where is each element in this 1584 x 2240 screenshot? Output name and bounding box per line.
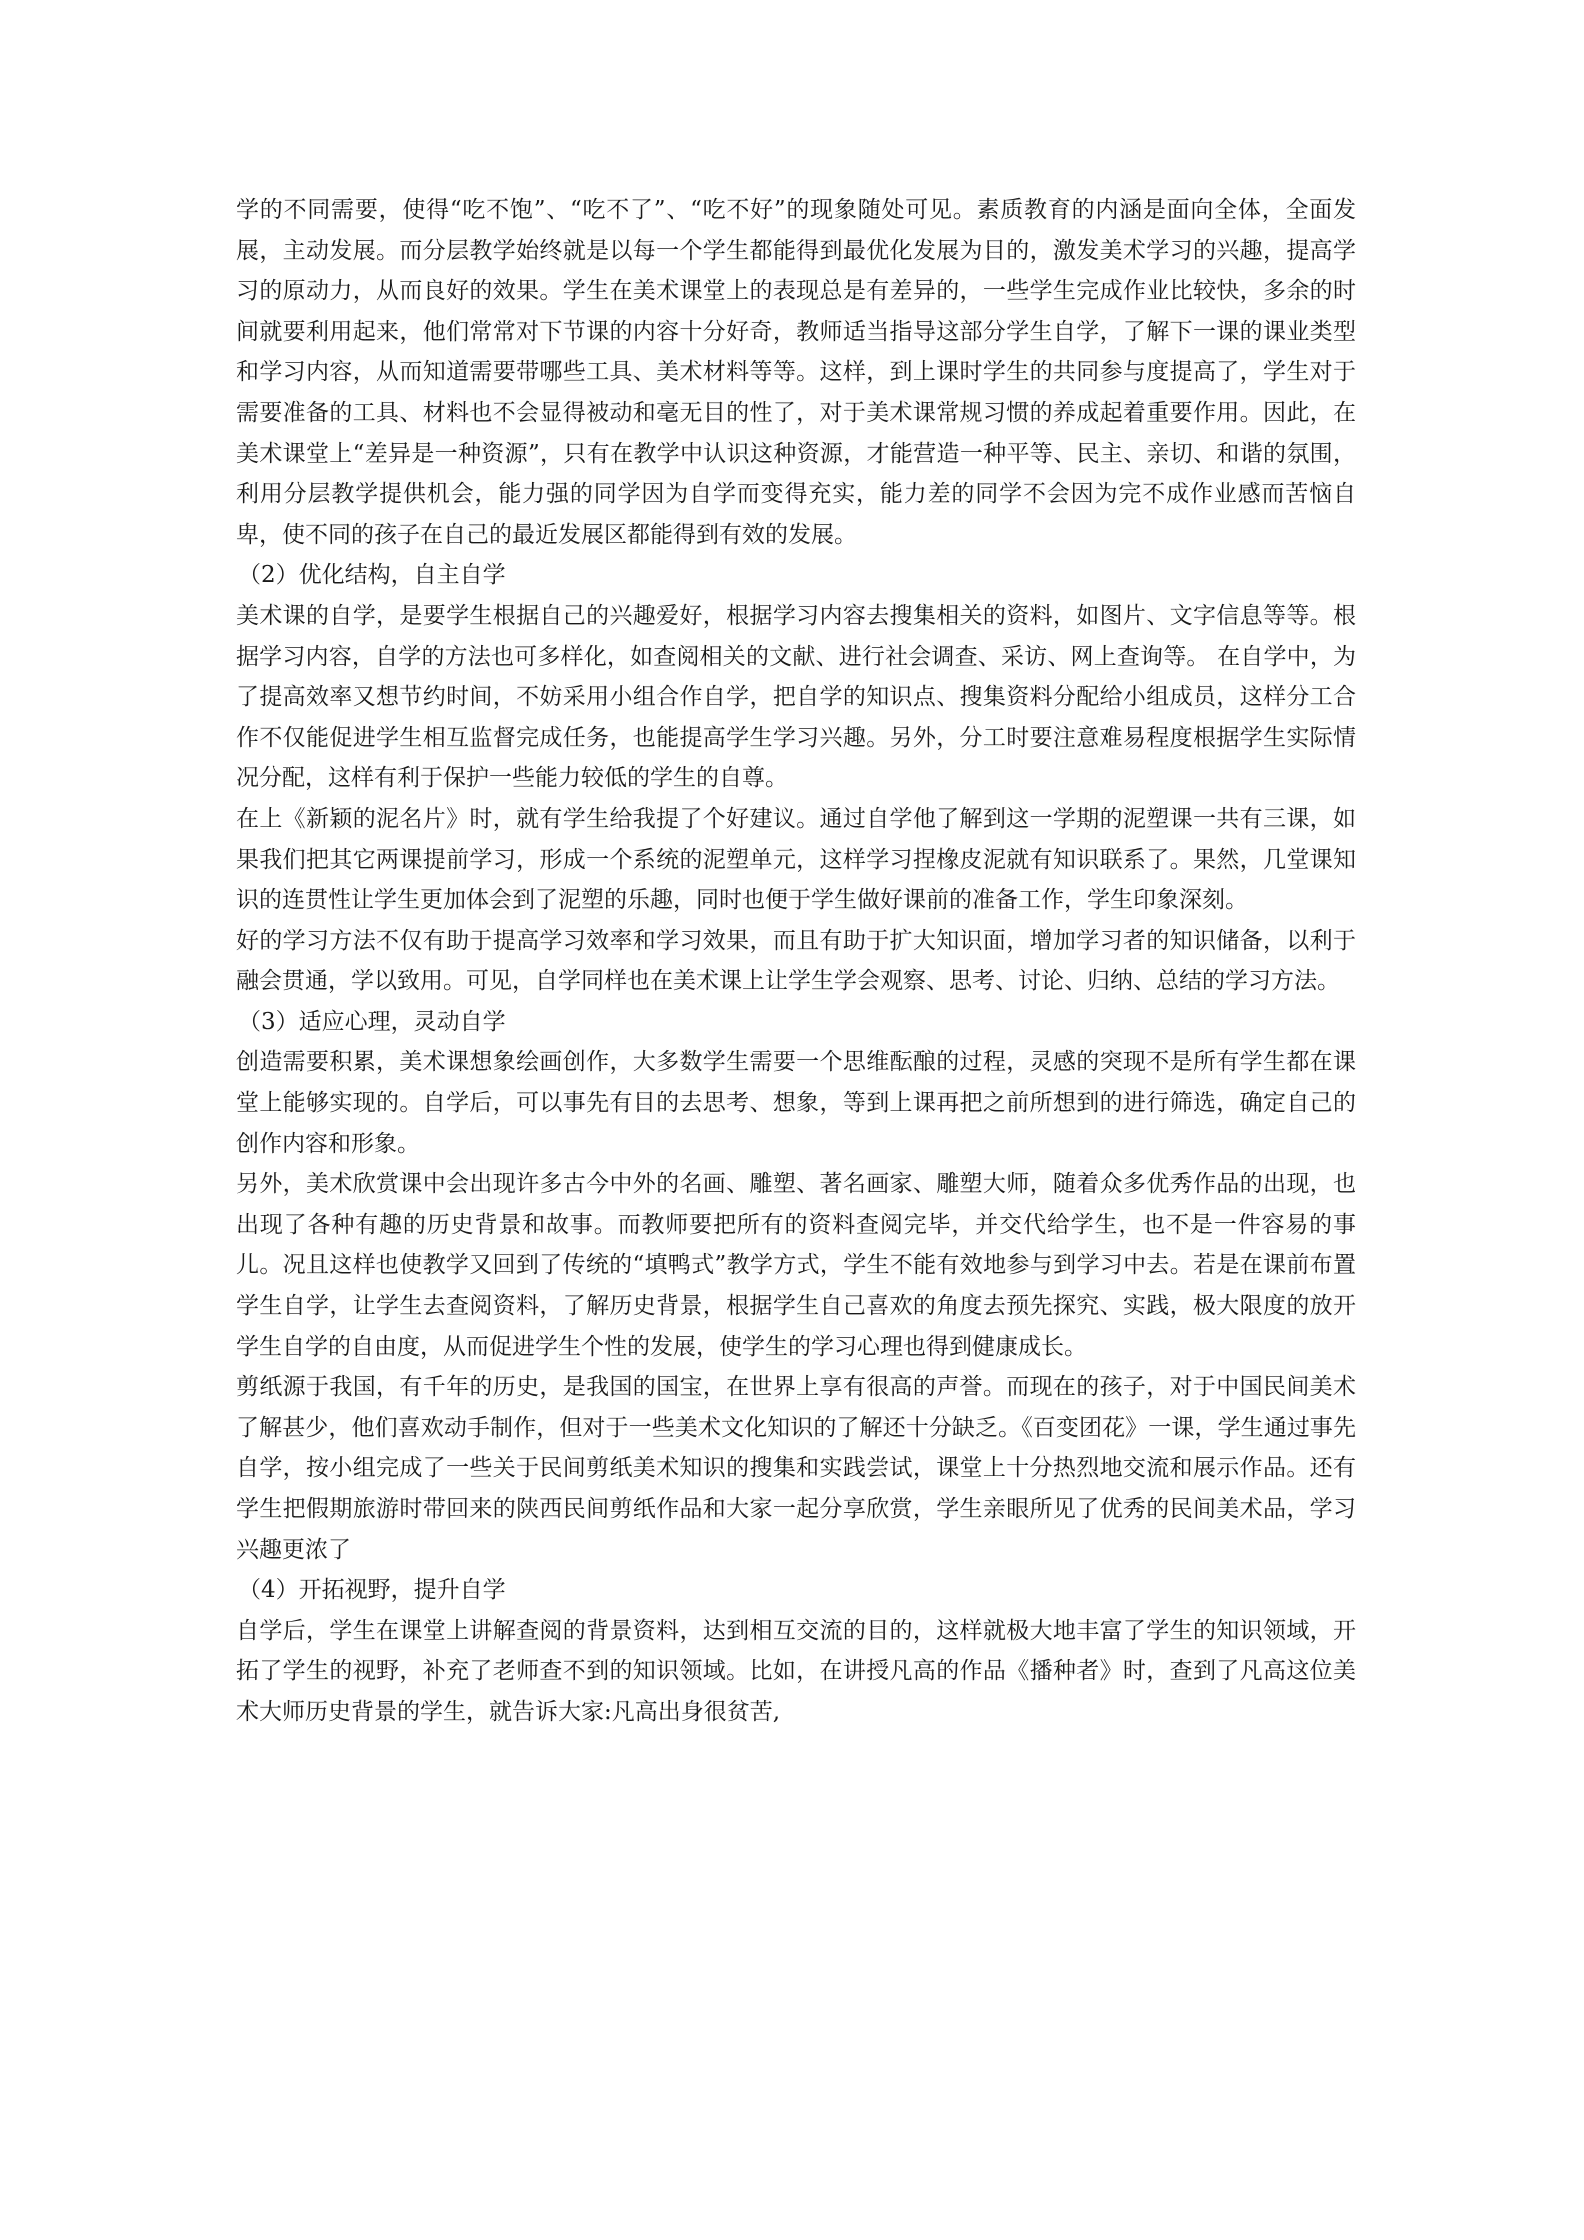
body-paragraph-4: 好的学习方法不仅有助于提高学习效率和学习效果，而且有助于扩大知识面，增加学习者的知识储备，以利于融会贯通，学以致用。可见，自学同样也在美术课上让学生学会观察、思考、讨论、归纳、总结的学习方法。 xyxy=(236,927,1356,995)
section-heading-3: （3）适应心理，灵动自学 xyxy=(238,1008,506,1035)
section-heading-2: （2）优化结构，自主自学 xyxy=(238,562,506,589)
body-paragraph-7: 剪纸源于我国，有千年的历史，是我国的国宝，在世界上享有很高的声誉。而现在的孩子，对于中国民间美术了解甚少，他们喜欢动手制作，但对于一些美术文化知识的了解还十分缺乏。《百变团花》一课，学生通过事先自学，按小组完成了一些关于民间剪纸美术知识的搜集和实践尝试，课堂上十分热烈地交流和展示作品。还有学生把假期旅游时带回来的陕西民间剪纸作品和大家一起分享欣赏，学生亲眼所见了优秀的民间美术品，学习兴趣更浓了 xyxy=(236,1374,1356,1563)
body-paragraph-5: 创造需要积累，美术课想象绘画创作，大多数学生需要一个思维酝酿的过程，灵感的突现不是所有学生都在课堂上能够实现的。自学后，可以事先有目的去思考、想象，等到上课再把之前所想到的进行筛选，确定自己的创作内容和形象。 xyxy=(236,1049,1356,1157)
body-paragraph-3: 在上《新颖的泥名片》时，就有学生给我提了个好建议。通过自学他了解到这一学期的泥塑课一共有三课，如果我们把其它两课提前学习，形成一个系统的泥塑单元，这样学习捏橡皮泥就有知识联系了。果然，几堂课知识的连贯性让学生更加体会到了泥塑的乐趣，同时也便于学生做好课前的准备工作，学生印象深刻。 xyxy=(236,805,1356,914)
body-paragraph-6: 另外，美术欣赏课中会出现许多古今中外的名画、雕塑、著名画家、雕塑大师，随着众多优秀作品的出现，也出现了各种有趣的历史背景和故事。而教师要把所有的资料查阅完毕，并交代给学生，也不是一件容易的事儿。况且这样也使教学又回到了传统的“填鸭式”教学方式，学生不能有效地参与到学习中去。若是在课前布置学生自学，让学生去查阅资料，了解历史背景，根据学生自己喜欢的角度去预先探究、实践，极大限度的放开学生自学的自由度，从而促进学生个性的发展，使学生的学习心理也得到健康成长。 xyxy=(236,1171,1356,1360)
section-heading-4: （4）开拓视野，提升自学 xyxy=(238,1577,506,1604)
body-paragraph-8: 自学后，学生在课堂上讲解查阅的背景资料，达到相互交流的目的，这样就极大地丰富了学生的知识领域，开拓了学生的视野，补充了老师查不到的知识领域。比如，在讲授凡高的作品《播种者》时，查到了凡高这位美术大师历史背景的学生，就告诉大家:凡高出身很贫苦, xyxy=(236,1617,1356,1725)
body-paragraph-2: 美术课的自学，是要学生根据自己的兴趣爱好，根据学习内容去搜集相关的资料，如图片、文字信息等等。根据学习内容，自学的方法也可多样化，如查阅相关的文献、进行社会调查、采访、网上查询等。 在自学中，为了提高效率又想节约时间，不妨采用小组合作自学，把自学的知识点、搜集资料分配给小组成员，这样分工合作不仅能促进学生相互监督完成任务，也能提高学生学习兴趣。另外，分工时要注意难易程度根据学生实际情况分配，这样有利于保护一些能力较低的学生的自尊。 xyxy=(236,602,1356,792)
document-page xyxy=(236,190,1356,1733)
body-paragraph-1: 学的不同需要，使得“吃不饱”、“吃不了”、“吃不好”的现象随处可见。素质教育的内涵是面向全体，全面发展，主动发展。而分层教学始终就是以每一个学生都能得到最优化发展为目的，激发美术学习的兴趣，提高学习的原动力，从而良好的效果。学生在美术课堂上的表现总是有差异的，一些学生完成作业比较快，多余的时间就要利用起来，他们常常对下节课的内容十分好奇，教师适当指导这部分学生自学，了解下一课的课业类型和学习内容，从而知道需要带哪些工具、美术材料等等。这样，到上课时学生的共同参与度提高了，学生对于需要准备的工具、材料也不会显得被动和毫无目的性了，对于美术课常规习惯的养成起着重要作用。因此，在美术课堂上“差异是一种资源”，只有在教学中认识这种资源，才能营造一种平等、民主、亲切、和谐的氛围，利用分层教学提供机会，能力强的同学因为自学而变得充实，能力差的同学不会因为完不成作业感而苦恼自卑，使不同的孩子在自己的最近发展区都能得到有效的发展。 xyxy=(236,197,1356,548)
